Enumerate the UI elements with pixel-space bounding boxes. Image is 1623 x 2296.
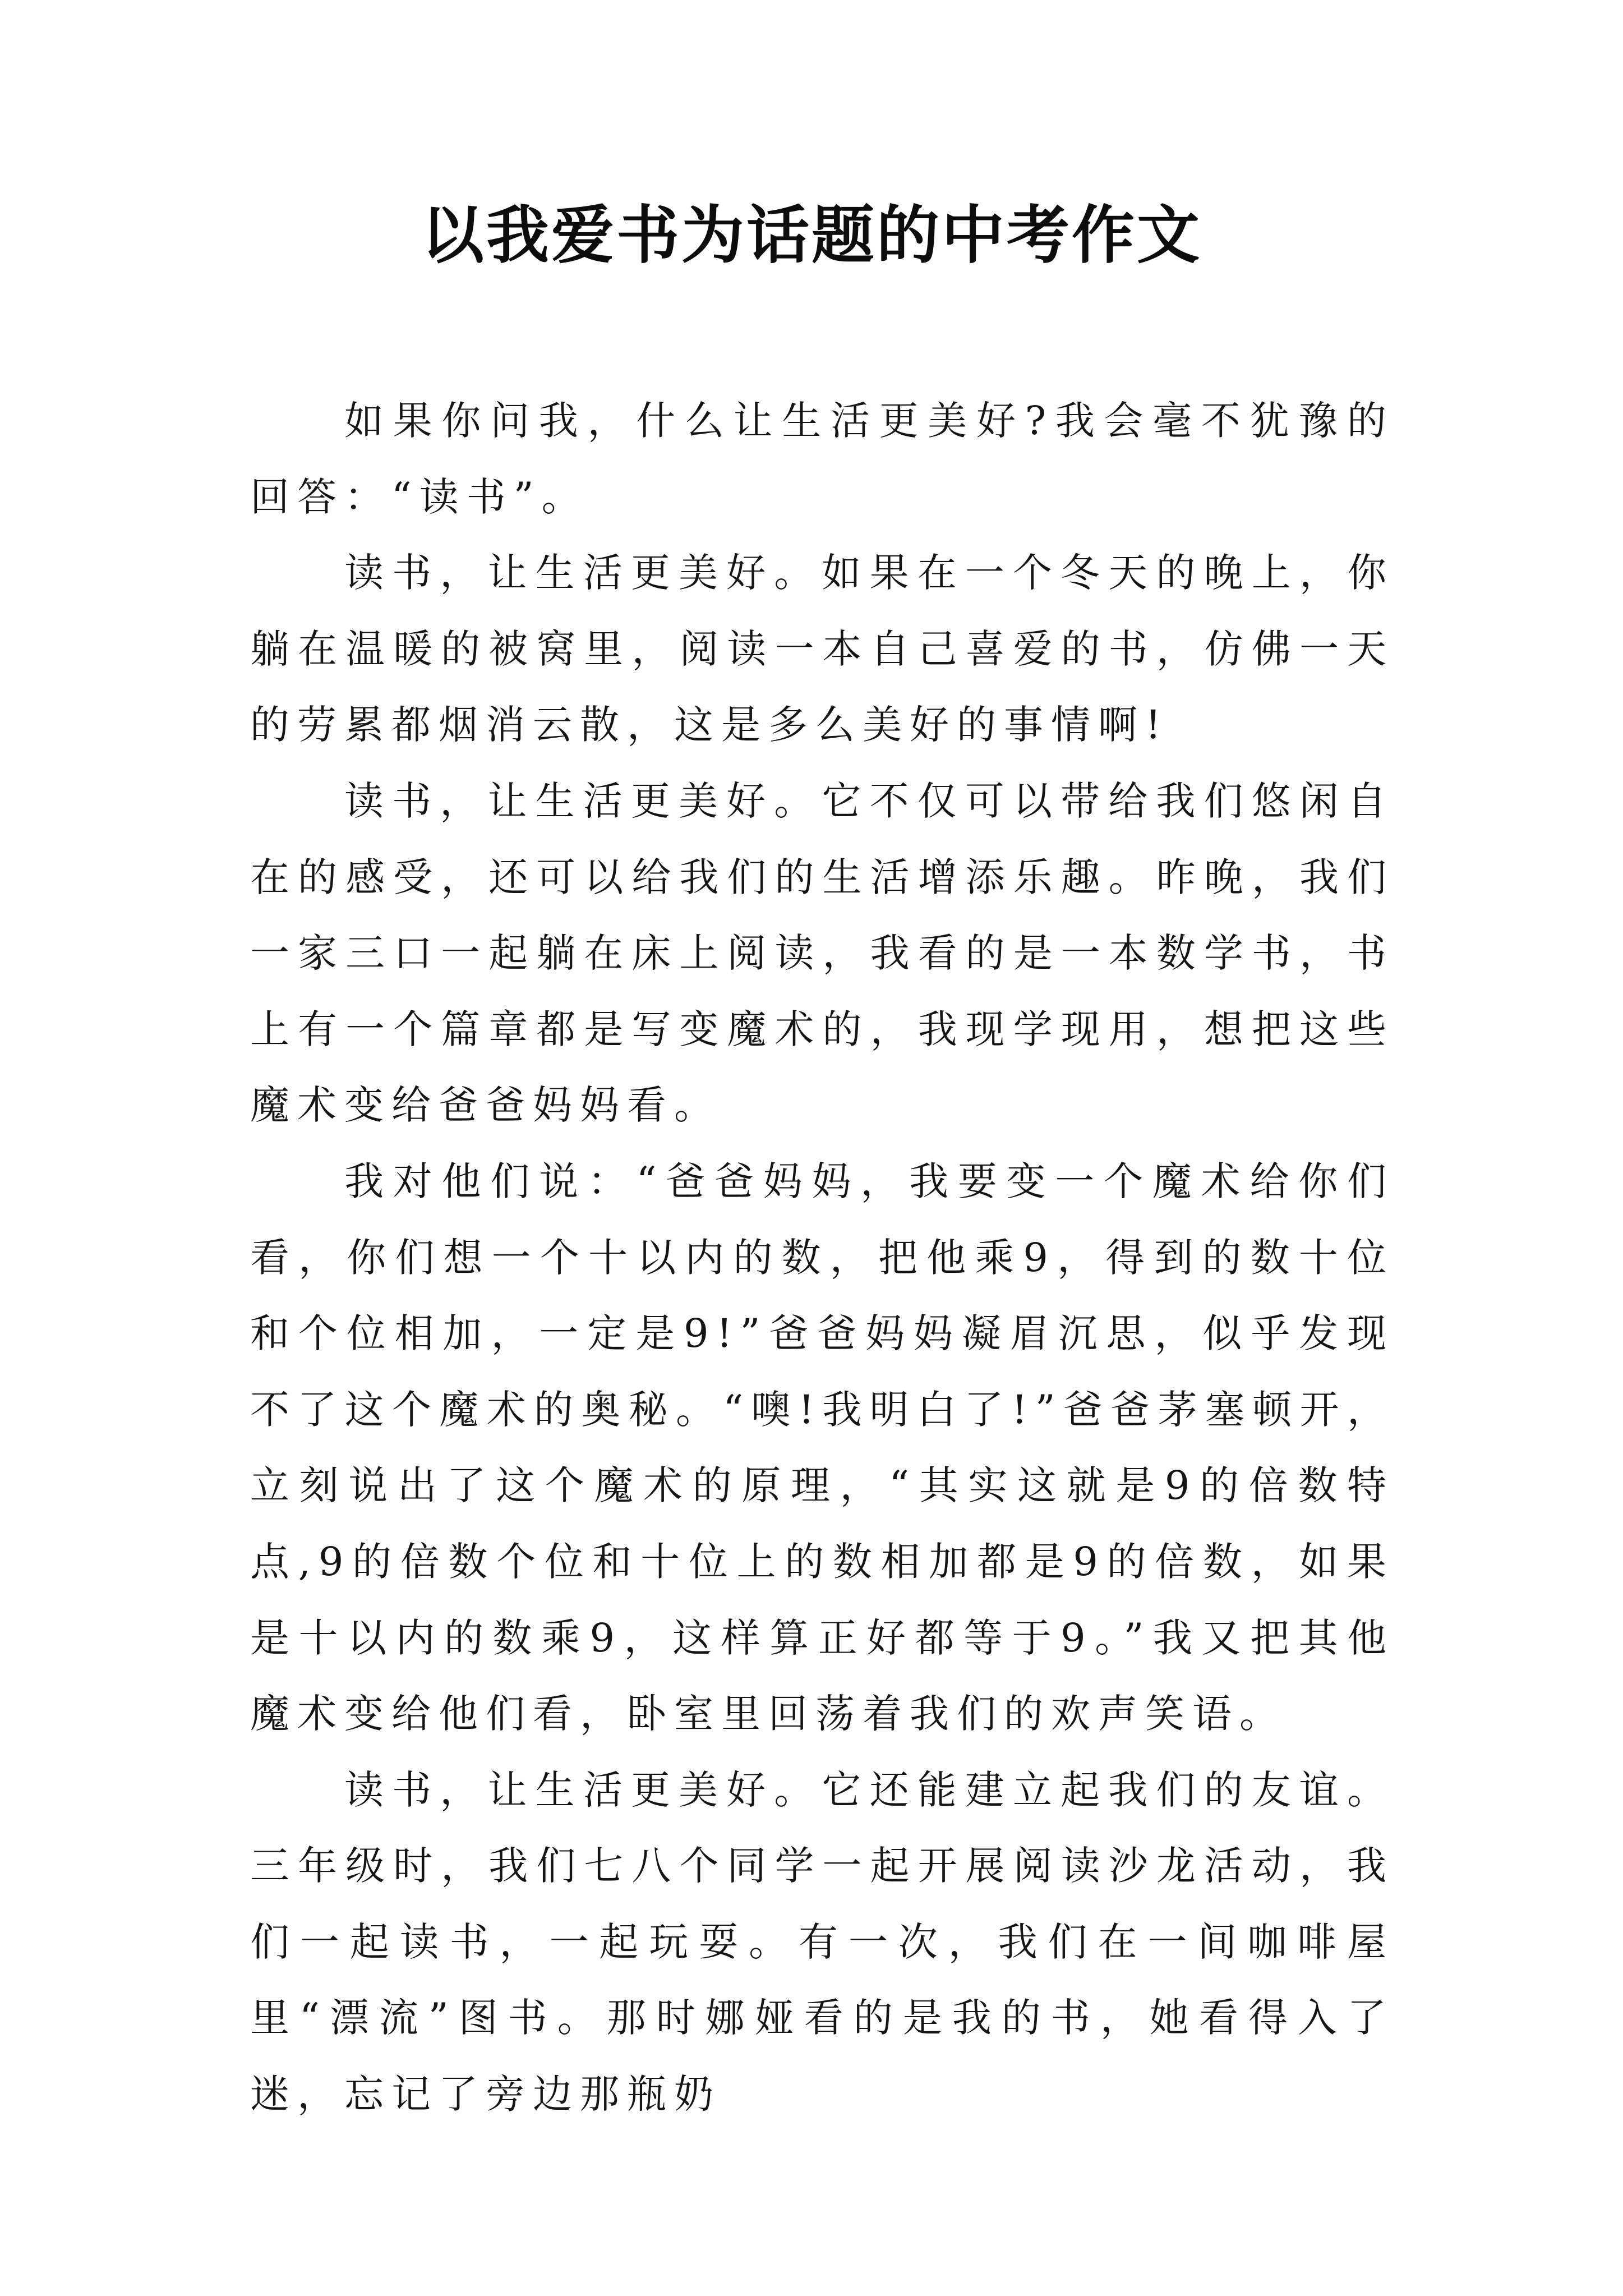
document-title: 以我爱书为话题的中考作文: [421, 199, 1202, 272]
paragraph-3: 读书，让生活更美好。它不仅可以带给我们悠闲自在的感受，还可以给我们的生活增添乐趣。昨晚，我们一家三口一起躺在床上阅读，我看的是一本数学书，书上有一个篇章都是写变魔术的，我现学现用，想把这些魔术变给爸爸妈妈看。: [250, 777, 1394, 1129]
paragraph-4: 我对他们说：“爸爸妈妈，我要变一个魔术给你们看，你们想一个十以内的数，把他乘9，得到的数十位和个位相加，一定是9!”爸爸妈妈凝眉沉思，似乎发现不了这个魔术的奥秘。“噢!我明白了!”爸爸茅塞顿开，立刻说出了这个魔术的原理，“其实这就是9的倍数特点,9的倍数个位和十位上的数相加都是9的倍数，如果是十以内的数乘9，这样算正好都等于9。”我又把其他魔术变给他们看，卧室里回荡着我们的欢声笑语。: [250, 1158, 1394, 1737]
paragraph-5: 读书，让生活更美好。它还能建立起我们的友谊。三年级时，我们七八个同学一起开展阅读沙龙活动，我们一起读书，一起玩耍。有一次，我们在一间咖啡屋里“漂流”图书。那时娜娅看的是我的书，她看得入了迷，忘记了旁边那瓶奶: [250, 1766, 1394, 2118]
paragraph-2: 读书，让生活更美好。如果在一个冬天的晚上，你躺在温暖的被窝里，阅读一本自己喜爱的书，仿佛一天的劳累都烟消云散，这是多么美好的事情啊!: [250, 550, 1394, 748]
paragraph-1: 如果你问我，什么让生活更美好?我会毫不犹豫的回答：“读书”。: [250, 398, 1394, 520]
document-body: [250, 383, 1394, 2133]
